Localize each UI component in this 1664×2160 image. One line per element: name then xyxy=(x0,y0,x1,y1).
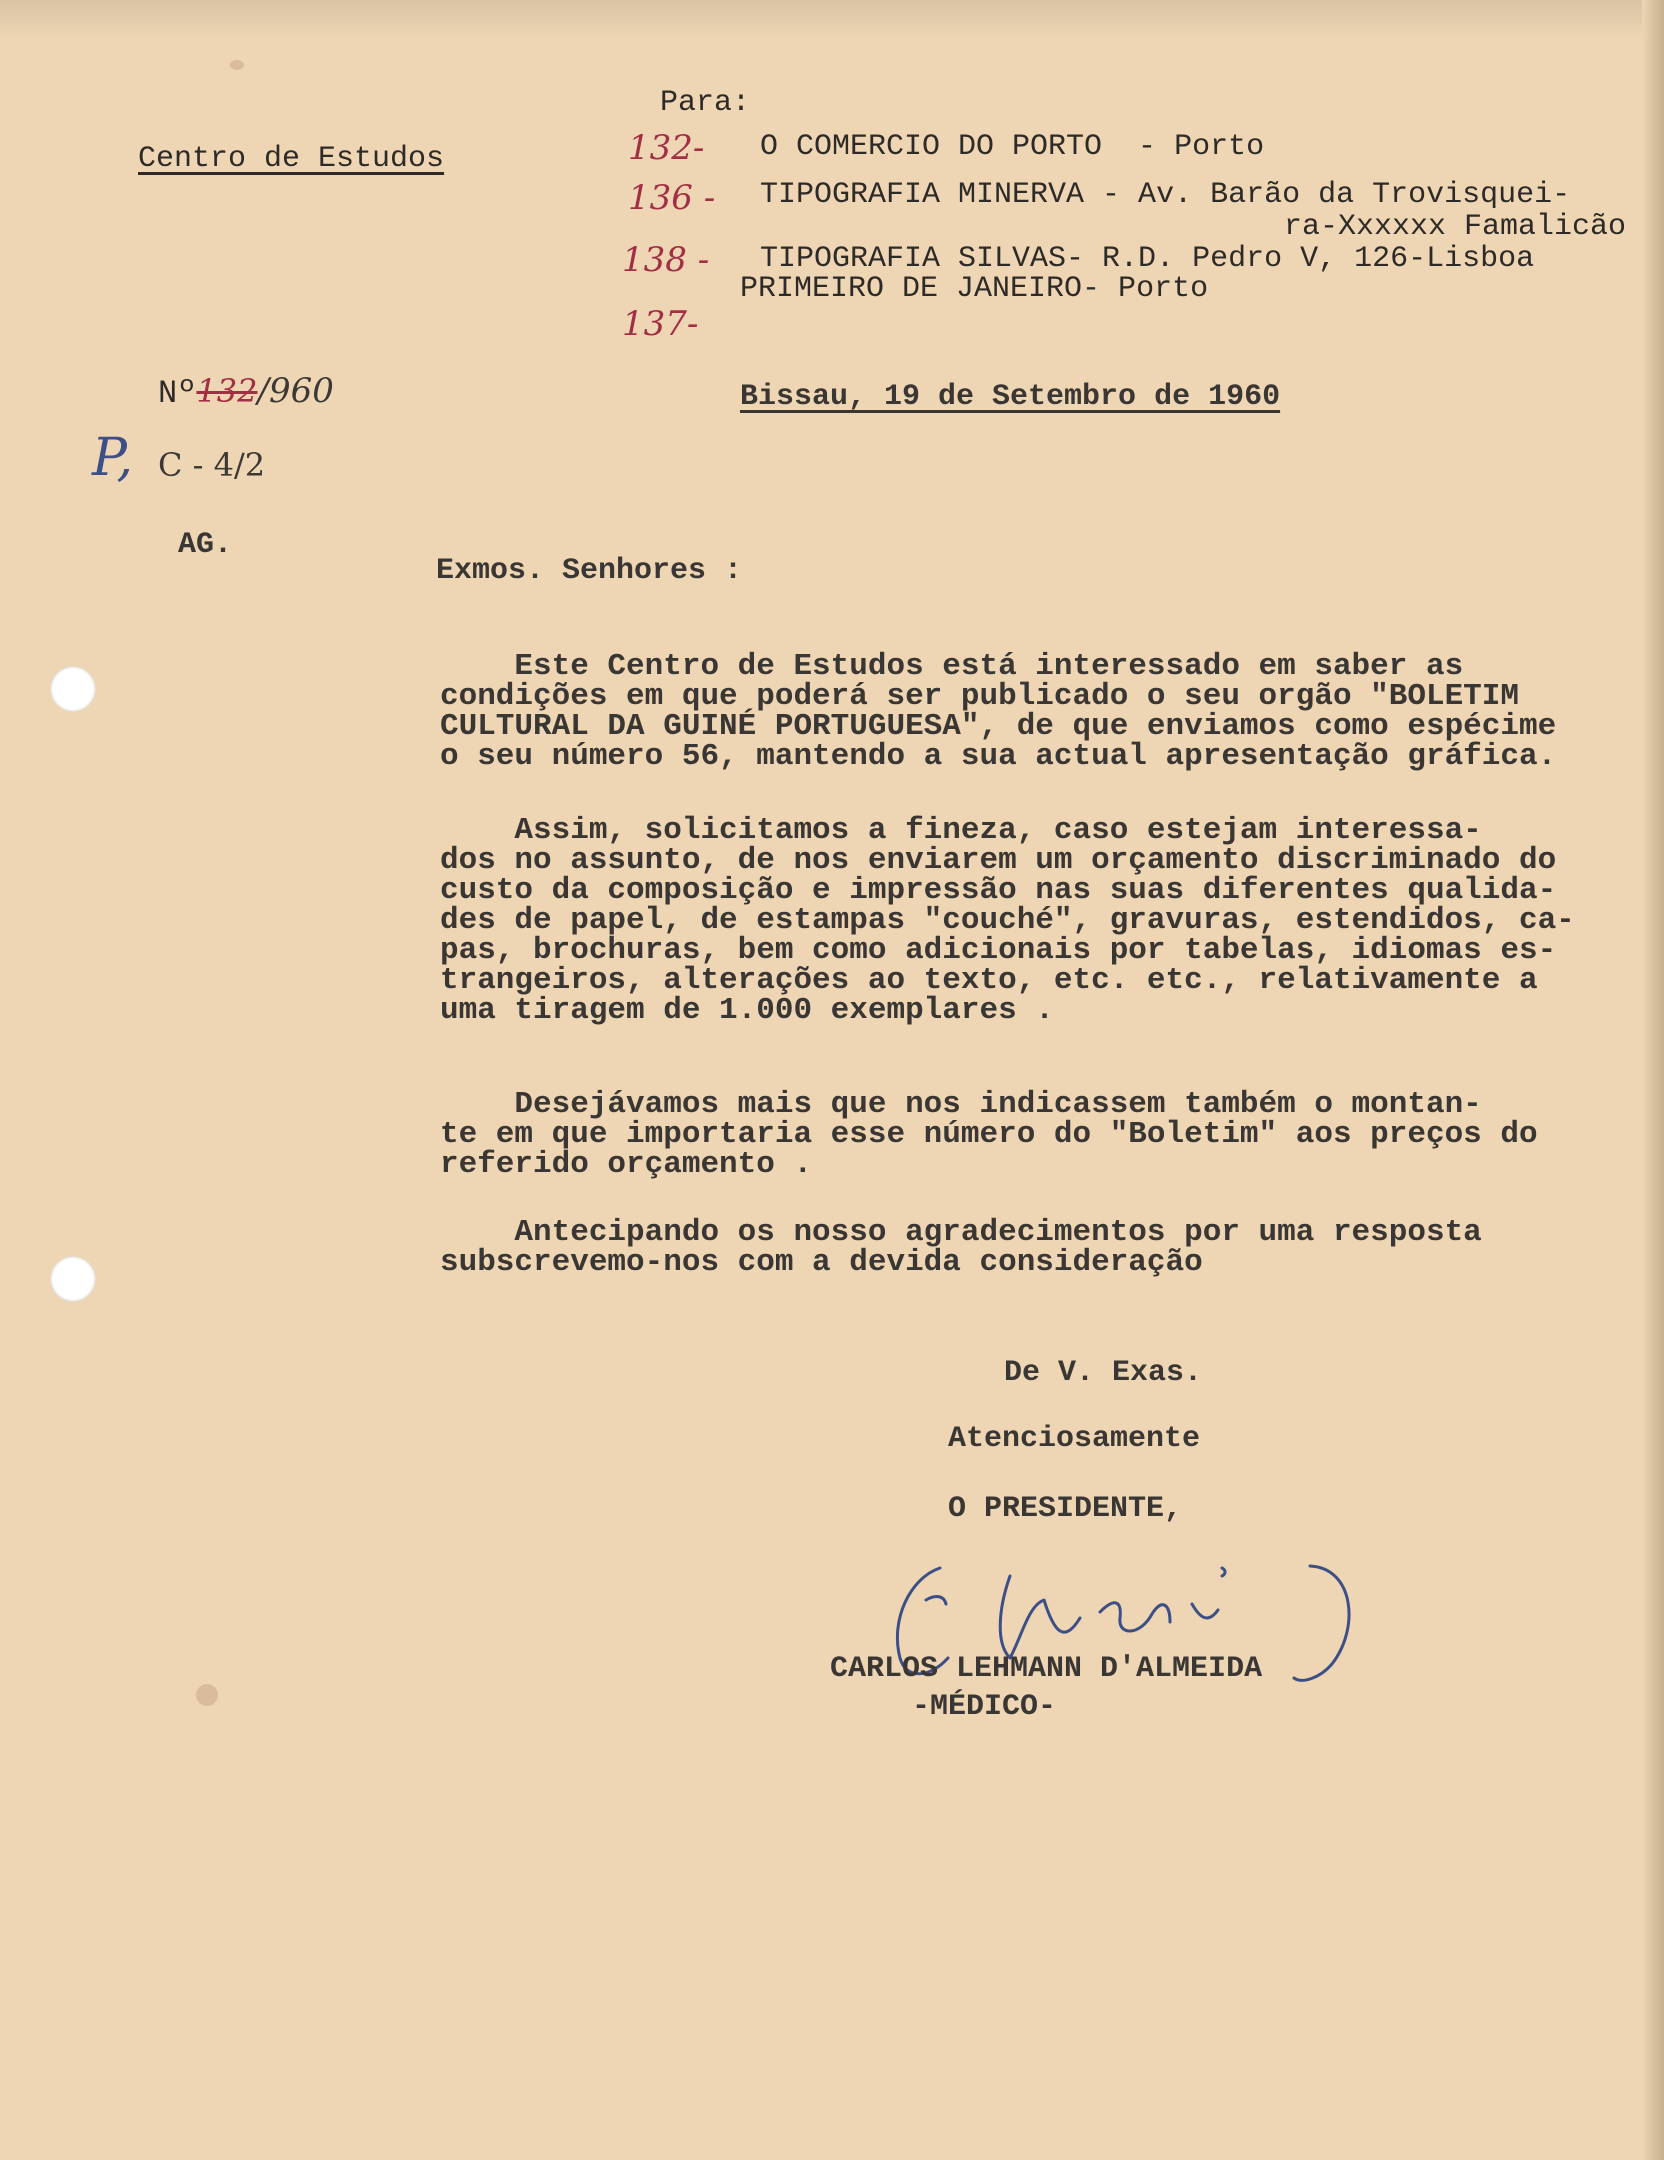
text-line: dos no assunto, de nos enviarem um orçamento discriminado do xyxy=(440,843,1557,878)
paper-right-edge xyxy=(1642,0,1664,2160)
text-line: des de papel, de estampas "couché", gravuras, estendidos, ca- xyxy=(440,903,1575,938)
text-line: pas, brochuras, bem como adicionais por tabelas, idiomas es- xyxy=(440,933,1557,968)
text-line: Antecipando os nosso agradecimentos por uma resposta xyxy=(440,1215,1482,1250)
to-label: Para: xyxy=(660,86,751,120)
recipient-line: TIPOGRAFIA SILVAS- R.D. Pedro V, 126-Lisboa xyxy=(760,242,1535,276)
recipient-line: PRIMEIRO DE JANEIRO- Porto xyxy=(740,272,1209,306)
closing-line: O PRESIDENTE, xyxy=(948,1492,1183,1526)
institution-name: Centro de Estudos xyxy=(138,142,445,176)
paragraph-1 xyxy=(440,649,1557,774)
text-line: trangeiros, alterações ao texto, etc. etc., relativamente a xyxy=(440,963,1538,998)
file-code: C - 4/2 xyxy=(158,446,266,484)
crossed-number: 132 xyxy=(196,372,258,410)
salutation: Exmos. Senhores : xyxy=(436,554,743,588)
recipient-number: 137- xyxy=(622,304,699,344)
punch-hole-bottom xyxy=(50,1256,96,1302)
paragraph-4 xyxy=(440,1215,1482,1280)
paper-stain xyxy=(230,60,244,70)
text-line: o seu número 56, mantendo a sua actual apresentação gráfica. xyxy=(440,739,1557,774)
recipient-line: TIPOGRAFIA MINERVA - Av. Barão da Trovisquei- xyxy=(760,178,1571,212)
closing-line: Atenciosamente xyxy=(948,1422,1201,1456)
text-line: subscrevemo-nos com a devida consideração xyxy=(440,1245,1203,1280)
text-line: CULTURAL DA GUINÉ PORTUGUESA", de que enviamos como espécime xyxy=(440,709,1557,744)
text-line: te em que importaria esse número do "Boletim" aos preços do xyxy=(440,1117,1538,1152)
text-line: Desejávamos mais que nos indicassem também o montan- xyxy=(440,1087,1482,1122)
recipient-number: 138 - xyxy=(622,240,710,280)
text-line: referido orçamento . xyxy=(440,1147,813,1182)
reference-prefix: Nº xyxy=(158,375,197,412)
file-mark: P, xyxy=(92,428,133,488)
paragraph-2 xyxy=(440,813,1575,1028)
reference-number xyxy=(158,371,334,412)
paragraph-3 xyxy=(440,1087,1538,1182)
text-line: Assim, solicitamos a fineza, caso estejam interessa- xyxy=(440,813,1482,848)
text-line: condições em que poderá ser publicado o seu orgão "BOLETIM xyxy=(440,679,1519,714)
text-line: Este Centro de Estudos está interessado em saber as xyxy=(440,649,1464,684)
signatory-title: -MÉDICO- xyxy=(912,1690,1057,1724)
paper-stain xyxy=(196,1684,218,1706)
closing-line: De V. Exas. xyxy=(1004,1356,1203,1390)
signatory-name: CARLOS LEHMANN D'ALMEIDA xyxy=(830,1652,1263,1686)
recipient-number: 136 - xyxy=(628,178,716,218)
paper-top-edge xyxy=(0,0,1664,40)
reference-year: /960 xyxy=(257,371,334,411)
recipient-number: 132- xyxy=(628,128,705,168)
date-line: Bissau, 19 de Setembro de 1960 xyxy=(740,380,1281,414)
text-line: custo da composição e impressão nas suas diferentes qualida- xyxy=(440,873,1557,908)
typist-initials: AG. xyxy=(178,528,233,562)
recipient-line: O COMERCIO DO PORTO - Porto xyxy=(760,130,1265,164)
text-line: uma tiragem de 1.000 exemplares . xyxy=(440,993,1054,1028)
recipient-line: ra-Xxxxxx Famalicão xyxy=(1284,210,1627,244)
punch-hole-top xyxy=(50,666,96,712)
